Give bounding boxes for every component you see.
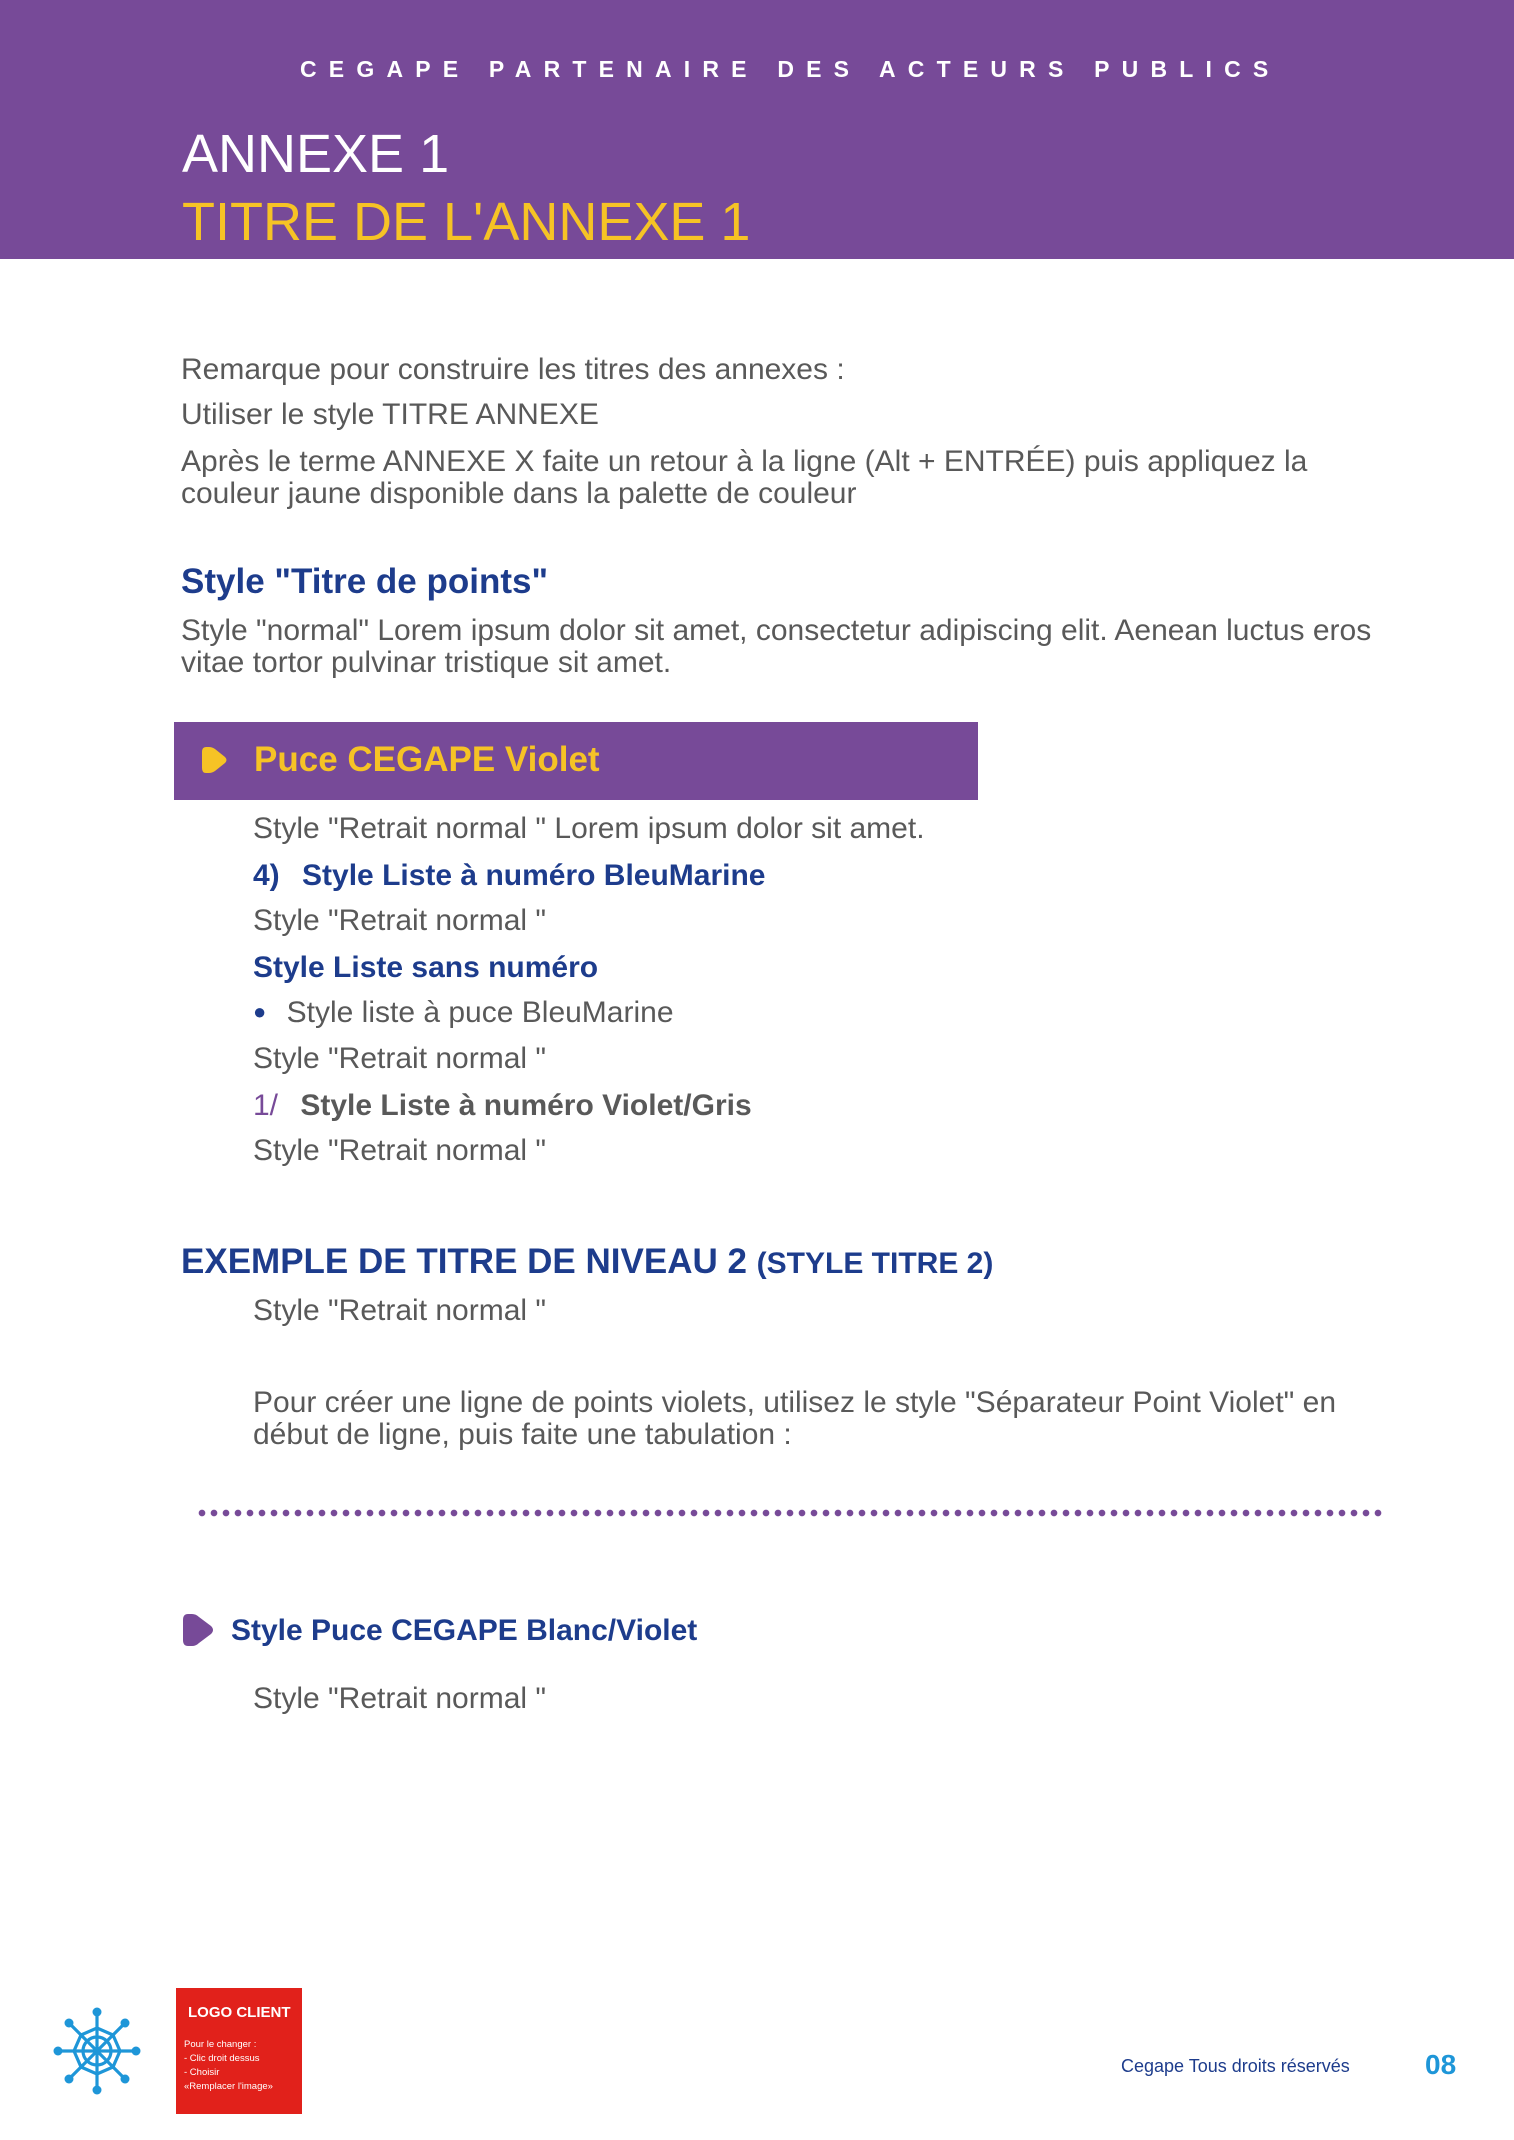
retrait-normal-6: Style "Retrait normal " (253, 1682, 547, 1715)
remark-line-2: Utiliser le style TITRE ANNEXE (181, 398, 599, 431)
numbered-list-navy-number: 4) (253, 859, 280, 892)
numbered-list-violet-number: 1/ (253, 1089, 279, 1122)
footer-rights: Cegape Tous droits réservés (1121, 2056, 1350, 2076)
logo-client-line-3: - Choisir (184, 2067, 220, 2078)
logo-client-placeholder[interactable] (176, 1988, 302, 2114)
logo-client-title: LOGO CLIENT (188, 2004, 291, 2021)
header-tagline: CEGAPE PARTENAIRE DES ACTEURS PUBLICS (300, 56, 1281, 82)
style-points-title: Style "Titre de points" (181, 562, 549, 601)
numbered-list-violet-label: Style Liste à numéro Violet/Gris (300, 1089, 752, 1122)
puce-violet-label: Puce CEGAPE Violet (254, 740, 600, 779)
retrait-normal-4: Style "Retrait normal " (253, 1134, 547, 1167)
numbered-list-violet (253, 1089, 752, 1123)
retrait-normal-2: Style "Retrait normal " (253, 904, 547, 937)
violet-dot-separator (196, 1505, 1386, 1521)
violet-play-bullet-icon (183, 1613, 215, 1647)
logo-client-line-4: «Remplacer l'image» (184, 2081, 273, 2092)
annexe-number: ANNEXE 1 (182, 124, 450, 184)
level2-heading (181, 1242, 993, 1282)
puce-blanc-violet-label: Style Puce CEGAPE Blanc/Violet (231, 1614, 698, 1647)
retrait-normal-1: Style "Retrait normal " Lorem ipsum dolor sit amet. (253, 812, 925, 845)
logo-client-instructions (184, 2038, 273, 2094)
bullet-list-navy (253, 997, 674, 1031)
unnumbered-list-item: Style Liste sans numéro (253, 951, 599, 984)
header-band (0, 0, 1514, 259)
page-number: 08 (1425, 2049, 1457, 2080)
level2-heading-main: EXEMPLE DE TITRE DE NIVEAU 2 (181, 1242, 747, 1281)
separator-note: Pour créer une ligne de points violets, utilisez le style "Séparateur Point Violet" en début de ligne, puis faite une tabulation : (253, 1386, 1337, 1451)
style-points-body: Style "normal" Lorem ipsum dolor sit amet, consectetur adipiscing elit. Aenean luctus eros vitae tortor pulvinar tristique sit amet. (181, 614, 1372, 679)
retrait-normal-3: Style "Retrait normal " (253, 1042, 547, 1075)
annexe-title: TITRE DE L'ANNEXE 1 (182, 192, 751, 252)
navy-bullet-icon: ● (253, 999, 267, 1024)
level2-heading-suffix: (STYLE TITRE 2) (756, 1247, 994, 1280)
retrait-normal-5: Style "Retrait normal " (253, 1294, 547, 1327)
logo-client-line-1: Pour le changer : (184, 2039, 257, 2050)
puce-violet-bar (174, 722, 978, 800)
numbered-list-navy-label: Style Liste à numéro BleuMarine (302, 859, 766, 892)
yellow-play-bullet-icon (202, 746, 228, 774)
bullet-list-navy-label: Style liste à puce BleuMarine (286, 996, 674, 1029)
numbered-list-navy (253, 859, 766, 893)
cegape-snowflake-logo (52, 2006, 142, 2096)
remark-line-1: Remarque pour construire les titres des annexes : (181, 353, 845, 386)
logo-client-line-2: - Clic droit dessus (184, 2053, 260, 2064)
remark-line-3: Après le terme ANNEXE X faite un retour à la ligne (Alt + ENTRÉE) puis appliquez la couleur jaune disponible dans la palette de couleur (181, 445, 1308, 510)
